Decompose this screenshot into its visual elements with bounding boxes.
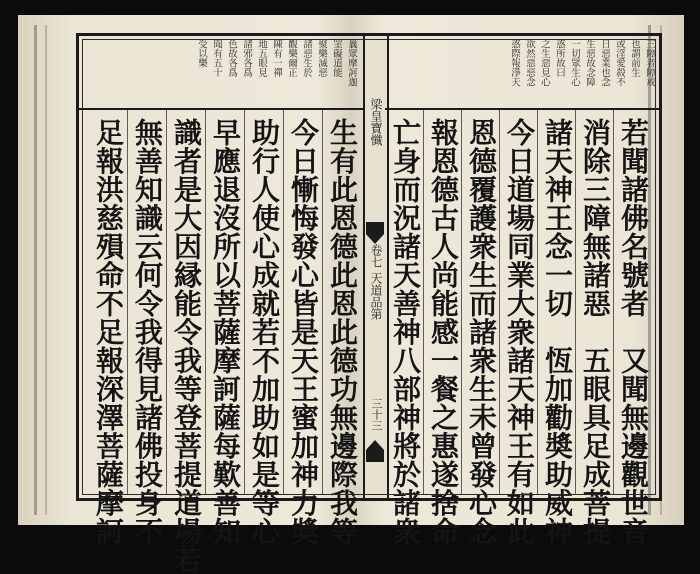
main-text-column: 助行人使心成就若不加助如是等心 [248, 118, 281, 546]
upper-fish-tail-mark [366, 222, 384, 244]
annotation-column: 地五眼見 [256, 39, 267, 77]
main-text-column: 今日道場同業大衆諸天神王有如此 [503, 118, 536, 546]
annotation-column: 色故各爲 [226, 39, 237, 77]
main-text-column: 無善知識云何令我得見諸佛投身不 [131, 118, 164, 546]
annotation-column: 惑所故曰 [554, 39, 565, 77]
main-text-column: 報恩德古人尚能感一餐之惠遂捨命 [427, 118, 460, 546]
annotation-column: 觀樂爾正 [286, 39, 297, 77]
annotation-column: 惑際報淨天 [509, 39, 520, 87]
main-text-column: 足報洪慈殞命不足報深澤菩薩摩訶 [92, 118, 125, 546]
annotation-column: 之生惡見心 [539, 39, 550, 87]
main-text-column: 消除三障無諸惡 五眼具足成菩提 [579, 118, 612, 546]
annotation-column: 聚樂滅惡 [316, 39, 327, 77]
fold-book-title: 梁皇寶懺 [369, 98, 383, 146]
main-text-column: 生有此恩德此恩此德功無邊際我等 [326, 118, 359, 546]
main-text-column: 早應退沒所以菩薩摩訶薩每歎善知 [209, 118, 242, 546]
main-text-column: 今日慚悔發心皆是天王蜜加神力奬 [287, 118, 320, 546]
annotation-column: 罣礙道能 [331, 39, 342, 77]
annotation-column: 陳有一禪 [271, 39, 282, 77]
annotation-column: 受以樂 [196, 39, 207, 68]
annotation-column: 聞有五十 [211, 39, 222, 77]
lower-fish-tail-mark [366, 440, 384, 462]
annotation-column: 或淫愛殺不 [614, 39, 625, 87]
fold-scroll-label: 卷七 天道品第 [369, 244, 383, 320]
annotation-column: 諸惡生於 [301, 39, 312, 77]
annotation-column: 曩眾摩訶迦 [346, 39, 357, 87]
main-text-column: 亡身而況諸天善神八部神將於諸衆 [389, 118, 422, 546]
annotation-column: 諸邪各爲 [241, 39, 252, 77]
annotation-column: 日惡業也念 [599, 39, 610, 87]
right-annotation-band [385, 36, 659, 110]
main-text-column: 諸天神王念一切 恆加勸奬助威神 [541, 118, 574, 546]
printed-block-frame [76, 33, 662, 574]
left-page-edge [18, 15, 68, 525]
center-fold-column [363, 36, 389, 498]
annotation-column: 也謂前生 [629, 39, 640, 77]
annotation-column: 三障者障戒 [644, 39, 655, 87]
left-annotation-band [79, 36, 363, 110]
annotation-column: 欲然惡惡念 [524, 39, 535, 87]
fold-page-number: 三十三 [370, 398, 383, 431]
book-page-spread [18, 15, 684, 574]
main-text-column: 識者是大因縁能令我等登菩提道場若 [170, 118, 203, 574]
main-text-column: 若聞諸佛名號者 又聞無邊觀世音 [617, 118, 650, 546]
annotation-column: 生惡故念障 [584, 39, 595, 87]
annotation-column: 一切眾生心 [569, 39, 580, 87]
main-text-column: 恩德覆護衆生而諸衆生未曾發心念 [465, 118, 498, 546]
